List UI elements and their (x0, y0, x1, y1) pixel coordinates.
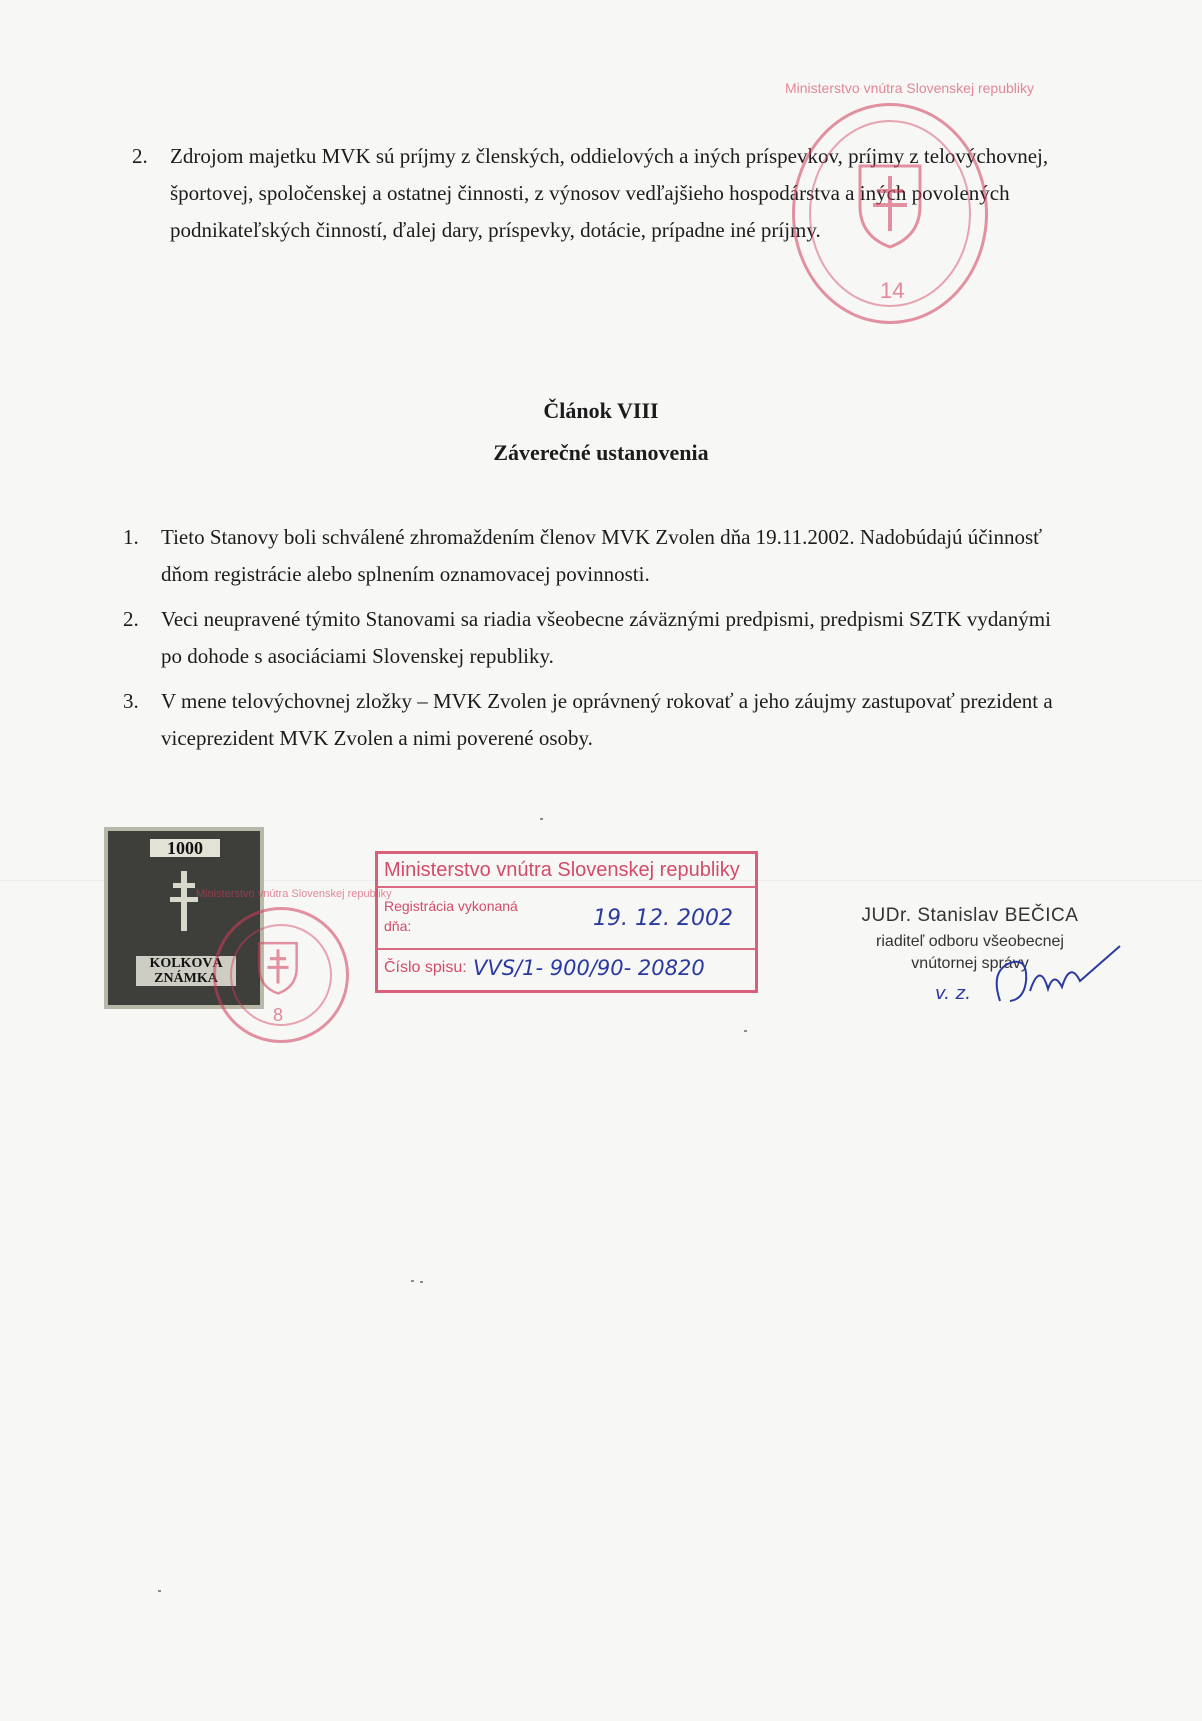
registration-label: Registrácia vykonaná dňa: (384, 898, 518, 934)
paper-speck (158, 1590, 161, 1592)
article-title: Článok VIII (543, 398, 659, 423)
coat-of-arms-icon (256, 940, 300, 996)
paper-speck (540, 818, 543, 820)
tax-stamp-label: KOLKOVÁ ZNÁMKA (136, 956, 236, 986)
signatory-title-line2: vnútornej správy (911, 955, 1029, 972)
registration-header: Ministerstvo vnútra Slovenskej republiky (378, 854, 755, 888)
tax-stamp-value: 1000 (150, 839, 220, 857)
signature-block (820, 905, 1120, 1004)
round-stamp-top (785, 80, 1034, 324)
double-cross-icon (170, 871, 198, 931)
stamp-ring-text: Ministerstvo vnútra Slovenskej republiky (785, 80, 1034, 96)
paper-speck (420, 1281, 423, 1283)
final-provisions-list (123, 519, 1066, 765)
registration-stamp (375, 851, 758, 993)
signatory-title-line1: riaditeľ odboru všeobecnej (876, 933, 1064, 950)
file-number-row (378, 950, 755, 986)
item-number: 3. (123, 689, 139, 713)
list-item (123, 683, 1066, 757)
handwritten-signature (930, 941, 1130, 1011)
item-text: Zdrojom majetku MVK sú príjmy z členských, oddielových a iných príspevkov, príjmy z telovýchovnej, športovej, spoločenskej a ostatnej činnosti, z výnosov vedľajšieho hospodárstva a iných povolených podnikateľských činností, ďalej dary, príspevky, dotácie, prípadne iné príjmy. (170, 144, 1049, 242)
stamp-number: 8 (273, 1005, 284, 1025)
signature-prefix: v. z. (935, 983, 971, 1004)
coat-of-arms-icon (855, 161, 925, 251)
file-label: Číslo spisu: (384, 959, 467, 976)
round-stamp-bottom (196, 888, 392, 1043)
stamp-ring-text: Ministerstvo vnútra Slovenskej republiky (196, 888, 392, 900)
signatory-name: JUDr. Stanislav BEČICA (861, 905, 1079, 926)
list-item (123, 601, 1066, 675)
paper-speck (744, 1030, 747, 1032)
item-number: 2. (132, 144, 148, 168)
paper-speck (411, 1280, 414, 1282)
file-number: VVS/1- 900/90- 20820 (473, 956, 705, 980)
stamp-number: 14 (880, 278, 905, 303)
article-subtitle: Záverečné ustanovenia (493, 440, 709, 465)
item-text: V mene telovýchovnej zložky – MVK Zvolen je oprávnený rokovať a jeho záujmy zastupovať prezident a viceprezident MVK Zvolen a nimi poverené osoby. (161, 689, 1053, 750)
registration-date: 19. 12. 2002 (593, 906, 733, 931)
item-number: 1. (123, 525, 139, 549)
item-text: Veci neupravené týmito Stanovami sa riadia všeobecne záväznými predpismi, predpismi SZTK vydanými po dohode s asociáciami Slovenskej republiky. (161, 607, 1051, 668)
item-number: 2. (123, 607, 139, 631)
item-text: Tieto Stanovy boli schválené zhromaždením členov MVK Zvolen dňa 19.11.2002. Nadobúdajú účinnosť dňom registrácie alebo splnením oznamovacej povinnosti. (161, 525, 1043, 586)
registration-date-row (378, 890, 755, 950)
list-item (123, 519, 1066, 593)
